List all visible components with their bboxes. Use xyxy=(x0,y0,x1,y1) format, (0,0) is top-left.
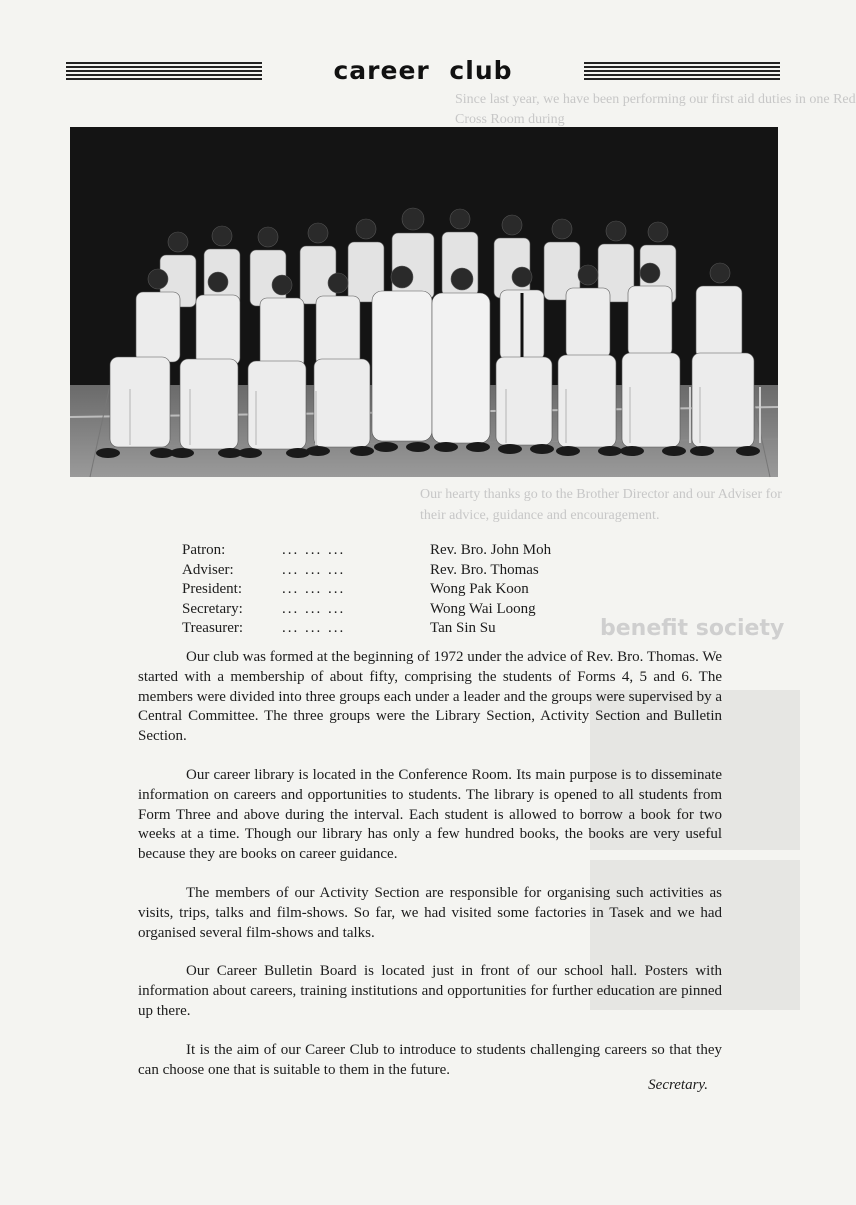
officer-row-patron xyxy=(182,541,630,561)
officer-name: Tan Sin Su xyxy=(430,620,496,636)
officer-leader-dots: ... ... ... xyxy=(282,620,346,636)
paragraph: The members of our Activity Section are responsible for organising such activities as visits, trips, talks and film-shows. So far, we had visited some factories in Tasek and we had organised several film-shows and talks. xyxy=(138,884,722,941)
bleed-through-text: Since last year, we have been performing our first aid duties in one Red xyxy=(455,92,856,107)
group-photo-icon xyxy=(70,127,778,477)
officer-row-treasurer xyxy=(182,619,630,639)
officer-leader-dots: ... ... ... xyxy=(282,561,346,578)
officer-row-president xyxy=(182,580,630,600)
officer-role: Secretary: xyxy=(182,600,243,617)
header-rule-left xyxy=(66,62,262,82)
officer-name: Wong Pak Koon xyxy=(430,581,529,597)
bleed-through-text: Cross Room during xyxy=(455,112,565,127)
officer-role: Treasurer: xyxy=(182,620,244,636)
officer-row-secretary xyxy=(182,600,630,620)
officer-leader-dots: ... ... ... xyxy=(282,581,346,597)
paragraph: Our career library is located in the Conference Room. Its main purpose is to disseminate information on careers and opportunities to students. The library is opened to all students from Form Three and above during the interval. Each student is allowed to borrow a book for two weeks at a time. Though our library has only a few hundred books, the books are very useful because they are books on career guidance. xyxy=(138,766,722,863)
officer-leader-dots: ... ... ... xyxy=(282,542,346,558)
officer-name: Rev. Bro. John Moh xyxy=(430,542,552,558)
bleed-through-text: Our hearty thanks go to the Brother Director and our Adviser for xyxy=(420,487,782,502)
header-rule-right xyxy=(584,62,780,82)
paragraph: Our club was formed at the beginning of 1972 under the advice of Rev. Bro. Thomas. We started with a membership of about fifty, comprising the students of Forms 4, 5 and 6. The members were divided into three groups each under a leader and the groups were supervised by a Central Committee. The three groups were the Library Section, Activity Section and Bulletin Section. xyxy=(138,649,722,745)
officer-role: Adviser: xyxy=(182,561,234,578)
officer-role: President: xyxy=(182,581,242,597)
officer-row-adviser xyxy=(182,561,630,581)
paragraph: Our Career Bulletin Board is located just in front of our school hall. Posters with information about careers, training institutions and opportunities for further education are pinned up there. xyxy=(138,963,722,1019)
officer-role: Patron: xyxy=(182,542,226,558)
officers-list xyxy=(182,541,630,639)
bleed-through-text: their advice, guidance and encouragement. xyxy=(420,508,660,523)
page-title: career club xyxy=(333,56,513,85)
officer-leader-dots: ... ... ... xyxy=(282,600,346,617)
signature: Secretary. xyxy=(648,1077,708,1093)
officer-name: Rev. Bro. Thomas xyxy=(430,561,539,578)
group-photo xyxy=(70,127,778,477)
officer-name: Wong Wai Loong xyxy=(430,600,536,617)
article-body xyxy=(138,648,722,1099)
paragraph: It is the aim of our Career Club to introduce to students challenging careers so that they can choose one that is suitable to them in the future. xyxy=(138,1041,722,1078)
bleed-through-heading: benefit society xyxy=(600,616,785,641)
